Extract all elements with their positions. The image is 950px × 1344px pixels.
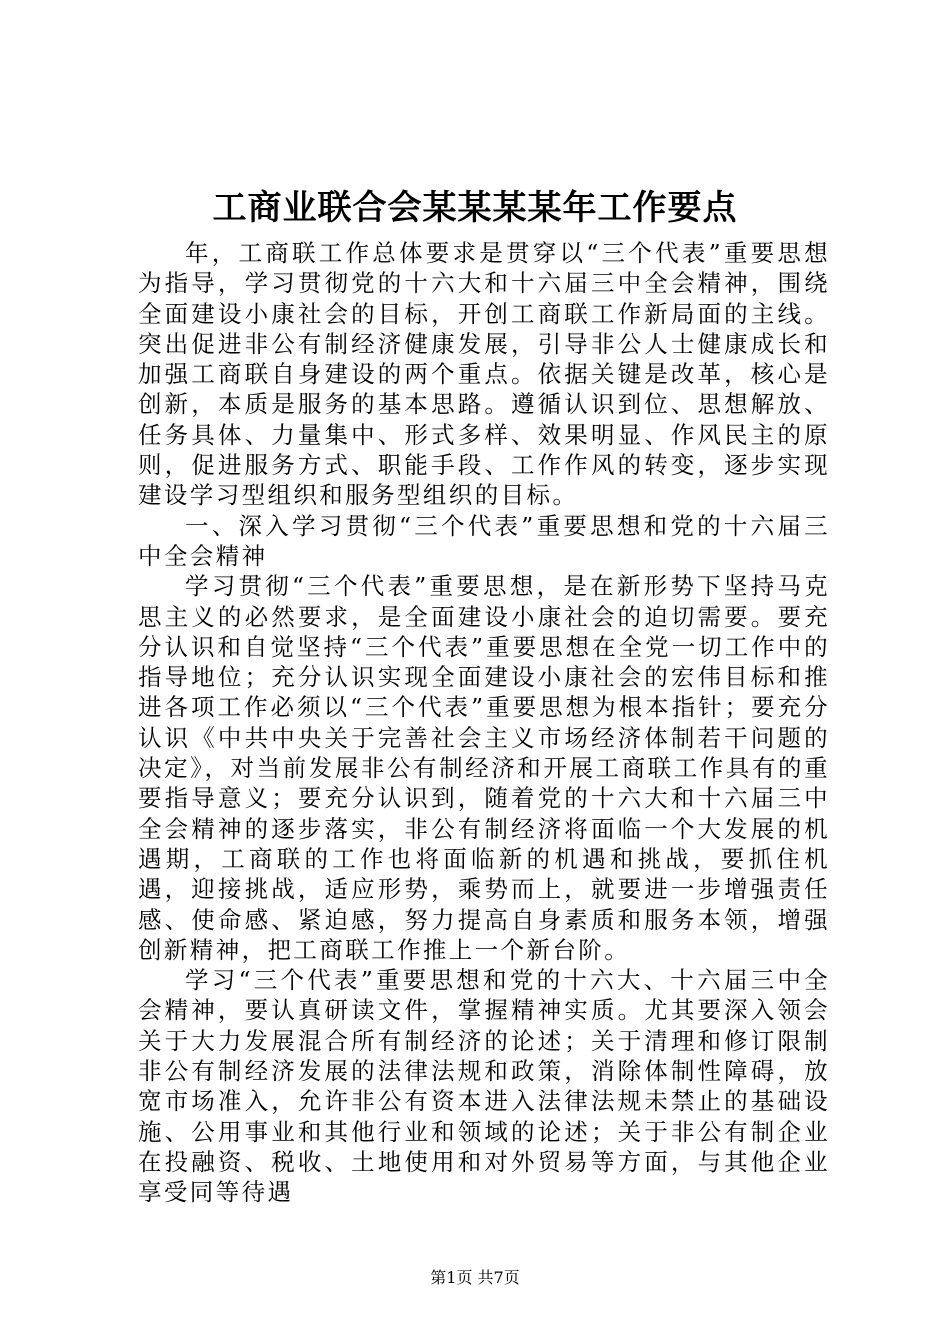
document-body (138, 238, 830, 1208)
paragraph-section-1-b: 学习“三个代表”重要思想和党的十六大、十六届三中全会精神，要认真研读文件，掌握精神实质。尤其要深入领会关于大力发展混合所有制经济的论述；关于清理和修订限制非公有制经济发展的法律法规和政策，消除体制性障碍，放宽市场准入，允许非公有资本进入法律法规未禁止的基础设施、公用事业和其他行业和领域的论述；关于非公有制企业在投融资、税收、土地使用和对外贸易等方面，与其他企业享受同等待遇 (138, 966, 830, 1207)
document-title: 工商业联合会某某某某年工作要点 (212, 188, 738, 228)
paragraph-section-1-a: 学习贯彻“三个代表”重要思想，是在新形势下坚持马克思主义的必然要求，是全面建设小康社会的迫切需要。要充分认识和自觉坚持“三个代表”重要思想在全党一切工作中的指导地位；充分认识实现全面建设小康社会的宏伟目标和推进各项工作必须以“三个代表”重要思想为根本指针；要充分认识《中共中央关于完善社会主义市场经济体制若干问题的决定》，对当前发展非公有制经济和开展工商联工作具有的重要指导意义；要充分认识到，随着党的十六大和十六届三中全会精神的逐步落实，非公有制经济将面临一个大发展的机遇期，工商联的工作也将面临新的机遇和挑战，要抓住机遇，迎接挑战，适应形势，乘势而上，就要进一步增强责任感、使命感、紧迫感，努力提高自身素质和服务本领，增强创新精神，把工商联工作推上一个新台阶。 (138, 572, 830, 964)
page-number-footer: 第1页 共7页 (430, 1268, 520, 1287)
section-heading-1: 一、深入学习贯彻“三个代表”重要思想和党的十六届三中全会精神 (138, 511, 830, 570)
paragraph-intro: 年，工商联工作总体要求是贯穿以“三个代表”重要思想为指导，学习贯彻党的十六大和十六届三中全会精神，围绕全面建设小康社会的目标，开创工商联工作新局面的主线。突出促进非公有制经济健康发展，引导非公人士健康成长和加强工商联自身建设的两个重点。依据关键是改革，核心是创新，本质是服务的基本思路。遵循认识到位、思想解放、任务具体、力量集中、形式多样、效果明显、作风民主的原则，促进服务方式、职能手段、工作作风的转变，逐步实现建设学习型组织和服务型组织的目标。 (138, 239, 830, 510)
